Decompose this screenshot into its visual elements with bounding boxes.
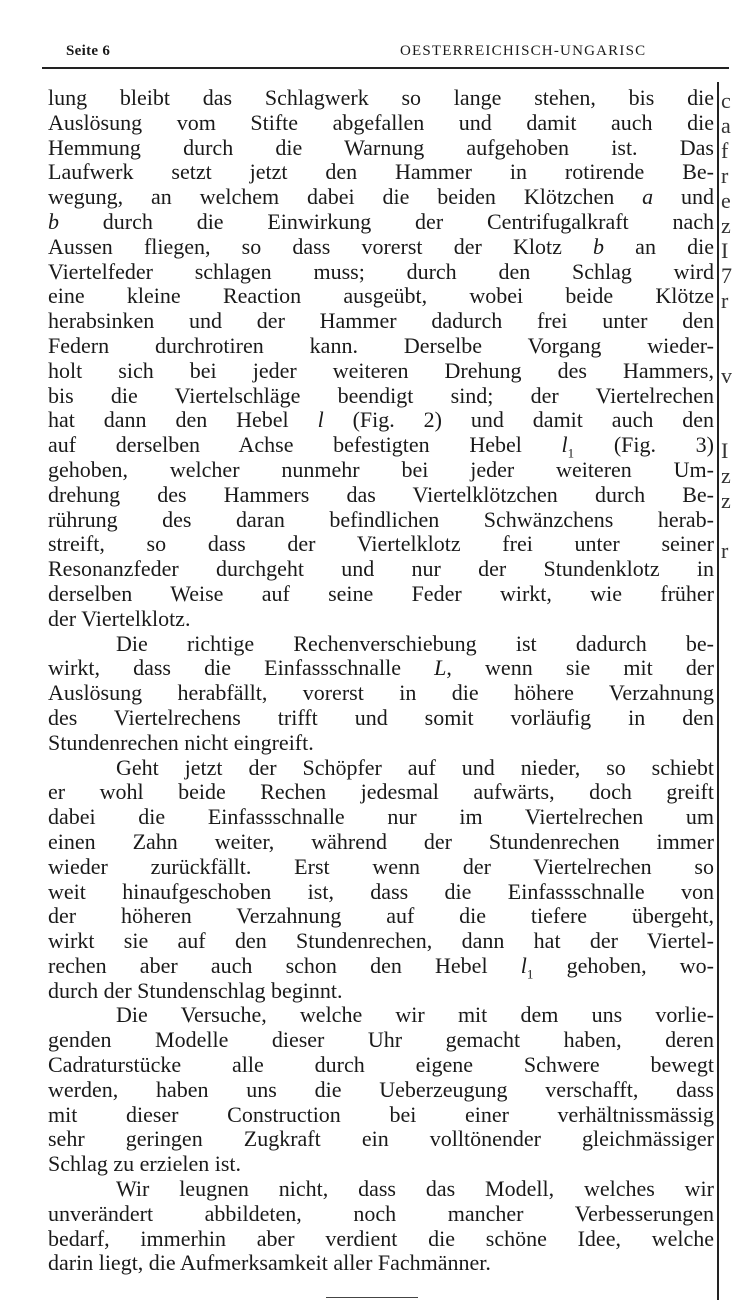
fragment-char: [721, 638, 729, 663]
fragment-char: [721, 663, 729, 688]
text-line: Cadraturstücke alle durch eigene Schwere bewegt: [48, 1052, 714, 1078]
fragment-char: [721, 1238, 729, 1263]
text-line: auf derselben Achse befestigten Hebel $l_1$ (Fig. 3): [48, 432, 715, 461]
footer-rule: [326, 1297, 418, 1298]
text-line: Resonanzfeder durchgeht und nur der Stundenklotz in: [48, 556, 714, 582]
fragment-char: v: [721, 363, 732, 388]
text-line: lung bleibt das Schlagwerk so lange stehen, bis die: [48, 85, 714, 110]
fragment-char: z: [721, 213, 731, 238]
text-line: er wohl beide Rechen jedesmal aufwärts, doch greift: [48, 779, 714, 805]
text-line: Auslösung vom Stifte abgefallen und damit auch die: [48, 109, 714, 135]
fragment-char: [721, 1088, 729, 1113]
fragment-char: [721, 988, 729, 1013]
fragment-char: [721, 1038, 729, 1063]
fragment-char: [721, 788, 729, 813]
fragment-char: [721, 688, 729, 713]
fragment-char: c: [721, 88, 731, 113]
text-line: werden, haben uns die Ueberzeugung verschafft, dass: [48, 1076, 714, 1102]
text-line: drehung des Hammers das Viertelklötzchen durch Be-: [48, 481, 714, 507]
text-line: rührung des daran befindlichen Schwänzchens herab-: [48, 506, 714, 532]
fragment-char: I: [721, 438, 729, 463]
fragment-char: [721, 338, 729, 363]
text-line: sehr geringen Zugkraft ein volltönender gleichmässiger: [48, 1126, 714, 1152]
fragment-char: z: [721, 488, 731, 513]
fragment-char: [721, 1163, 729, 1188]
text-line: herabsinken und der Hammer dadurch frei unter den: [48, 308, 714, 334]
text-line: b durch die Einwirkung der Centrifugalkraft nach: [48, 208, 714, 234]
fragment-char: r: [721, 163, 729, 188]
fragment-char: [721, 913, 729, 938]
text-line: gehoben, welcher nunmehr bei jeder weiteren Um-: [48, 456, 714, 482]
fragment-char: 7: [721, 263, 732, 288]
text-line: eine kleine Reaction ausgeübt, wobei beide Klötze: [48, 283, 714, 309]
text-line: wieder zurückfällt. Erst wenn der Viertelrechen so: [48, 853, 714, 879]
text-line: Die Versuche, welche wir mit dem uns vorlie-: [116, 1002, 714, 1028]
text-line: Aussen fliegen, so dass vorerst der Klotz b an die: [48, 233, 714, 259]
text-line: des Viertelrechens trifft und somit vorläufig in den: [48, 704, 714, 730]
fragment-char: a: [721, 113, 731, 138]
fragment-char: [721, 313, 729, 338]
page-header: [42, 40, 729, 66]
text-line: streift, so dass der Viertelklotz frei unter seiner: [48, 531, 714, 557]
fragment-char: z: [721, 463, 731, 488]
fragment-char: [721, 1013, 729, 1038]
fragment-char: [721, 1263, 729, 1288]
fragment-char: [721, 838, 729, 863]
text-line: derselben Weise auf seine Feder wirkt, wie früher: [48, 580, 714, 606]
fragment-char: [721, 888, 729, 913]
fragment-char: [721, 963, 729, 988]
text-line: Geht jetzt der Schöpfer auf und nieder, so schiebt: [116, 754, 714, 780]
text-line: einen Zahn weiter, während der Stundenrechen immer: [48, 828, 714, 854]
fragment-char: [721, 813, 729, 838]
fragment-char: r: [721, 288, 729, 313]
text-line: genden Modelle dieser Uhr gemacht haben, deren: [48, 1027, 714, 1053]
text-line: wirkt sie auf den Stundenrechen, dann hat der Viertel-: [48, 928, 714, 954]
text-line: Auslösung herabfällt, vorerst in die höhere Verzahnung: [48, 680, 714, 706]
text-line: Die richtige Rechenverschiebung ist dadurch be-: [116, 630, 714, 656]
text-line: durch der Stundenschlag beginnt.: [48, 977, 343, 1003]
fragment-char: [721, 588, 729, 613]
running-title: OESTERREICHISCH-UNGARISC: [400, 43, 647, 59]
page-number: Seite 6: [66, 43, 111, 59]
text-line: Laufwerk setzt jetzt den Hammer in rotirende Be-: [48, 159, 714, 185]
fragment-char: [721, 613, 729, 638]
fragment-char: [721, 1138, 729, 1163]
column-divider: [717, 82, 719, 1300]
fragment-char: [721, 738, 729, 763]
text-line: Wir leugnen nicht, dass das Modell, welches wir: [116, 1176, 714, 1202]
text-line: dabei die Einfassschnalle nur im Viertelrechen um: [48, 804, 714, 830]
fragment-char: [721, 1113, 729, 1138]
text-line: Hemmung durch die Warnung aufgehoben ist. Das: [48, 134, 714, 160]
header-rule: [42, 67, 729, 69]
fragment-char: r: [721, 538, 729, 563]
text-line: bedarf, immerhin aber verdient die schöne Idee, welche: [48, 1225, 714, 1251]
fragment-char: [721, 1213, 729, 1238]
fragment-char: [721, 1188, 729, 1213]
text-line: mit dieser Construction bei einer verhältnissmässig: [48, 1101, 714, 1127]
text-line: Schlag zu erzielen ist.: [48, 1151, 242, 1177]
fragment-char: [721, 863, 729, 888]
fragment-char: [721, 938, 729, 963]
text-line: rechen aber auch schon den Hebel $l_1$ gehoben, wo-: [48, 952, 714, 982]
fragment-char: f: [721, 138, 729, 163]
text-line: darin liegt, die Aufmerksamkeit aller Fachmänner.: [48, 1250, 491, 1276]
fragment-char: [721, 713, 729, 738]
text-line: wirkt, dass die Einfassschnalle L, wenn sie mit der: [48, 655, 714, 681]
text-line: hat dann den Hebel l (Fig. 2) und damit auch den: [48, 407, 715, 433]
text-line: weit hinaufgeschoben ist, dass die Einfassschnalle von: [48, 878, 714, 904]
adjacent-column-fragment: [721, 88, 732, 1313]
fragment-char: e: [721, 188, 731, 213]
fragment-char: [721, 1288, 729, 1313]
fragment-char: [721, 413, 729, 438]
text-line: Stundenrechen nicht eingreift.: [48, 729, 314, 755]
fragment-char: I: [721, 238, 729, 263]
text-line: der höheren Verzahnung auf die tiefere übergeht,: [48, 903, 714, 929]
fragment-char: [721, 1063, 729, 1088]
text-line: wegung, an welchem dabei die beiden Klötzchen a und: [48, 184, 715, 210]
fragment-char: [721, 563, 729, 588]
text-line: unverändert abbildeten, noch mancher Verbesserungen: [48, 1200, 714, 1226]
fragment-char: [721, 513, 729, 538]
fragment-char: [721, 388, 729, 413]
text-line: holt sich bei jeder weiteren Drehung des Hammers,: [48, 357, 714, 383]
text-line: bis die Viertelschläge beendigt sind; der Viertelrechen: [48, 382, 714, 408]
fragment-char: [721, 763, 729, 788]
body-text: [48, 86, 714, 1276]
text-line: Federn durchrotiren kann. Derselbe Vorgang wieder-: [48, 332, 714, 358]
text-line: der Viertelklotz.: [48, 605, 191, 631]
text-line: Viertelfeder schlagen muss; durch den Schlag wird: [48, 258, 714, 284]
